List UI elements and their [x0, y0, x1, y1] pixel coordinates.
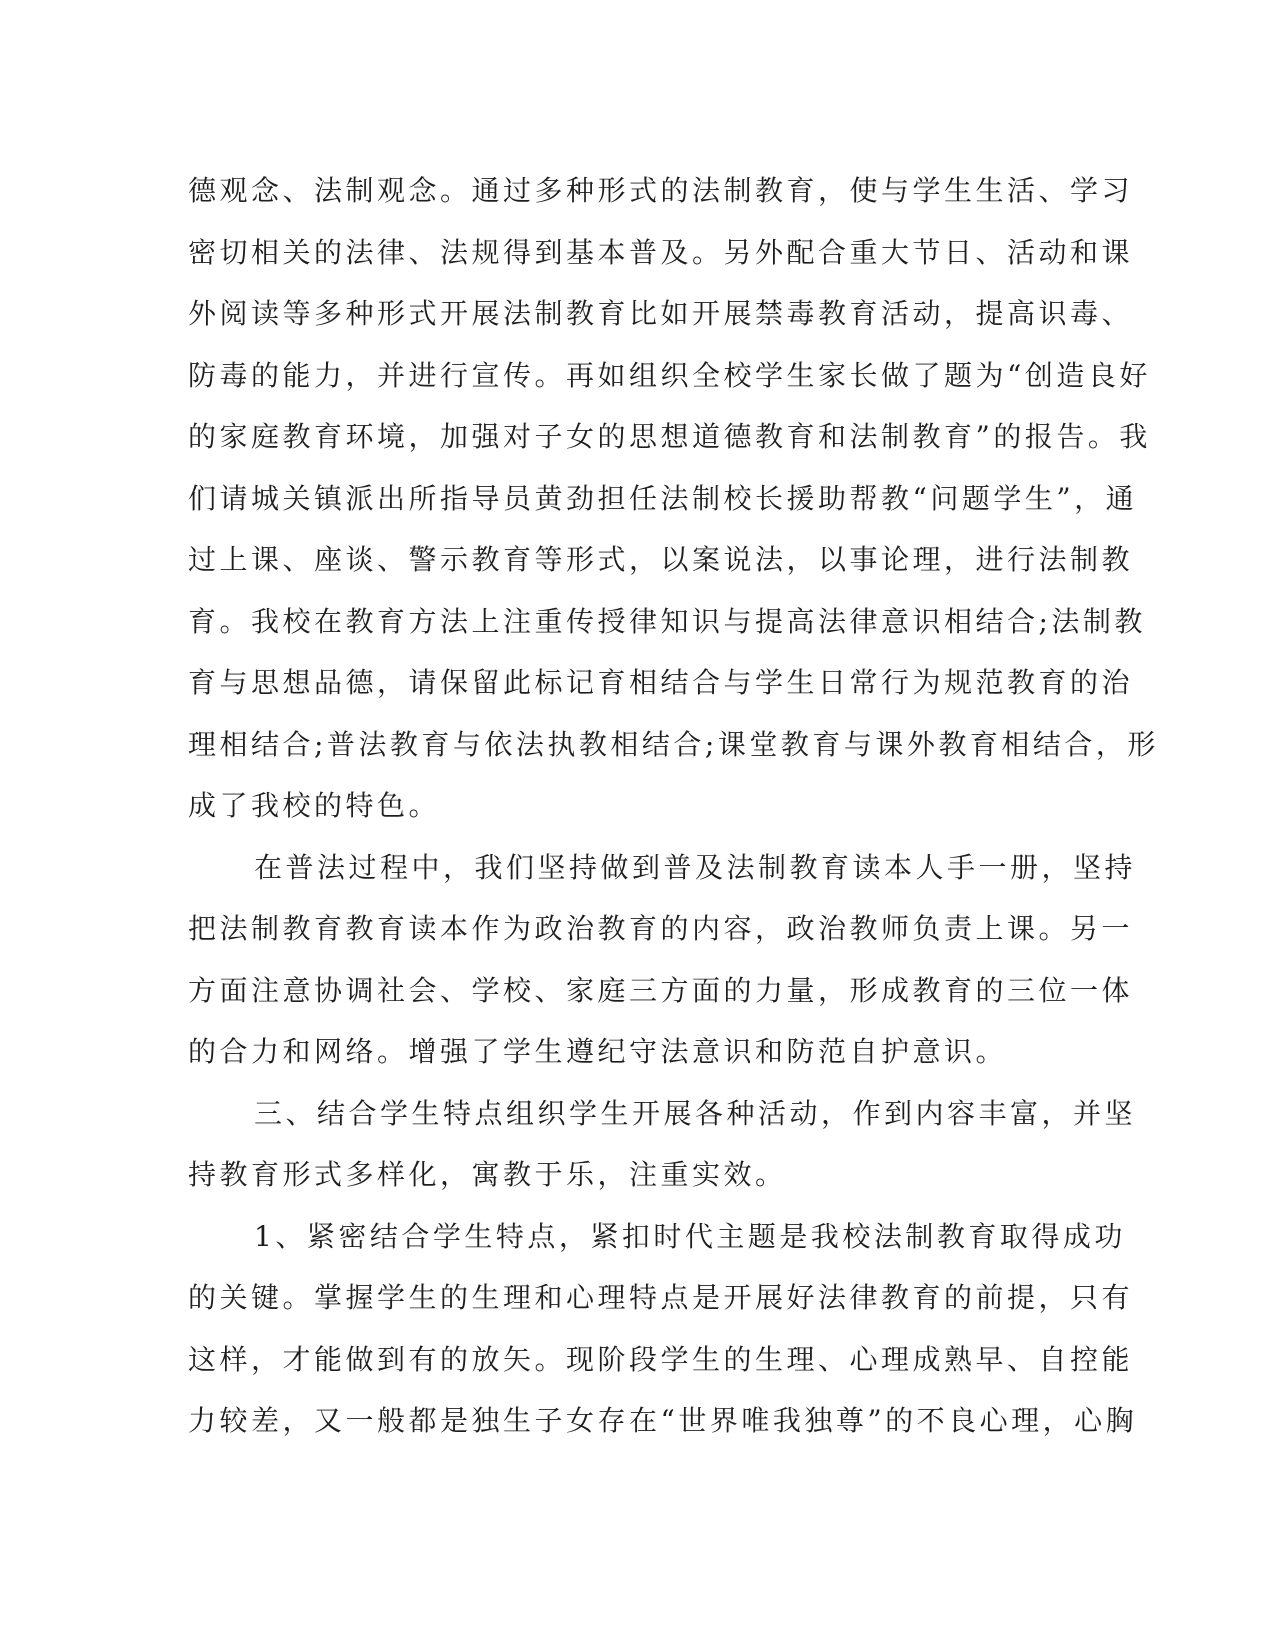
paragraph-1: [188, 160, 1159, 837]
text-line: 外阅读等多种形式开展法制教育比如开展禁毒教育活动，提高识毒、: [188, 297, 1134, 330]
text-line: 1、紧密结合学生特点，紧扣时代主题是我校法制教育取得成功: [254, 1219, 1126, 1253]
text-line: 这样，才能做到有的放矢。现阶段学生的生理、心理成熟早、自控能: [188, 1342, 1134, 1376]
text-line: 的合力和网络。增强了学生遵纪守法意识和防范自护意识。: [188, 1035, 1008, 1068]
text-line: 理相结合;普法教育与依法执教相结合;课堂教育与课外教育相结合，形: [188, 727, 1159, 761]
text-line: 方面注意协调社会、学校、家庭三方面的力量，形成教育的三位一体: [188, 973, 1134, 1007]
text-line: 密切相关的法律、法规得到基本普及。另外配合重大节日、活动和课: [188, 235, 1134, 269]
text-line: 们请城关镇派出所指导员黄劲担任法制校长援助帮教“问题学生”，通: [188, 481, 1138, 515]
text-line: 育。我校在教育方法上注重传授律知识与提高法律意识相结合;法制教: [188, 604, 1146, 638]
text-line: 育与思想品德，请保留此标记育相结合与学生日常行为规范教育的治: [188, 666, 1134, 699]
text-line: 把法制教育教育读本作为政治教育的内容，政治教师负责上课。另一: [188, 912, 1134, 945]
text-line: 在普法过程中，我们坚持做到普及法制教育读本人手一册，坚持: [254, 850, 1137, 884]
text-line: 力较差，又一般都是独生子女存在“世界唯我独尊”的不良心理，心胸: [188, 1404, 1138, 1437]
text-line: 的家庭教育环境，加强对子女的思想道德教育和法制教育”的报告。我: [188, 420, 1151, 453]
text-line: 三、结合学生特点组织学生开展各种活动，作到内容丰富，并坚: [254, 1096, 1137, 1130]
text-line: 持教育形式多样化，寓教于乐，注重实效。: [188, 1158, 787, 1191]
paragraph-3: [188, 1083, 1137, 1206]
text-line: 的关键。掌握学生的生理和心理特点是开展好法律教育的前提，只有: [188, 1281, 1134, 1314]
text-line: 防毒的能力，并进行宣传。再如组织全校学生家长做了题为“创造良好: [188, 358, 1151, 392]
body-text: [188, 160, 1159, 1452]
paragraph-4: [188, 1206, 1138, 1452]
text-line: 成了我校的特色。: [188, 789, 441, 822]
text-line: 德观念、法制观念。通过多种形式的法制教育，使与学生生活、学习: [188, 174, 1134, 207]
paragraph-2: [188, 837, 1137, 1083]
text-line: 过上课、座谈、警示教育等形式，以案说法，以事论理，进行法制教: [188, 543, 1134, 576]
